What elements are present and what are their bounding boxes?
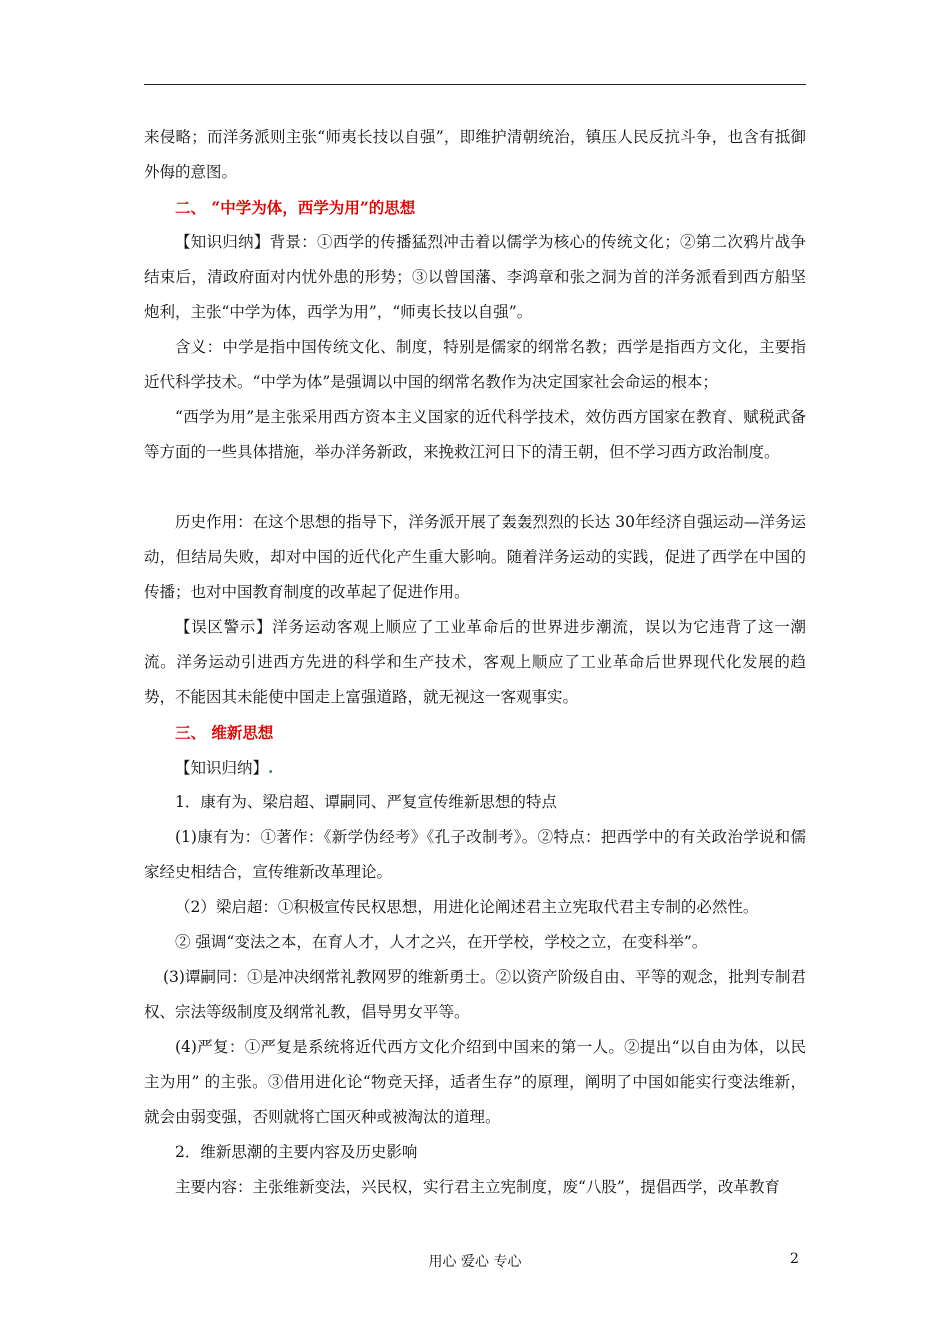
list-heading-1: 1．康有为、梁启超、谭嗣同、严复宣传维新思想的特点 bbox=[175, 793, 557, 811]
page-number: 2 bbox=[790, 1251, 799, 1267]
section-heading-2: 二、 “中学为体，西学为用”的思想 bbox=[175, 198, 416, 217]
footer-motto: 用心 爱心 专心 bbox=[428, 1254, 522, 1270]
paragraph-historical-role: 历史作用：在这个思想的指导下，洋务派开展了轰轰烈烈的长达 30年经济自强运动—洋务运动，但结局失败，却对中国的近代化产生重大影响。随着洋务运动的实践，促进了西学在中国的传播；也对中国教育制度的改革起了促进作用。 bbox=[144, 513, 806, 601]
paragraph-background: 【知识归纳】背景：①西学的传播猛烈冲击着以儒学为核心的传统文化；②第二次鸦片战争结束后，清政府面对内忧外患的形势；③以曾国藩、李鸿章和张之洞为首的洋务派看到西方船坚炮利，主张“中学为体，西学为用”，“师夷长技以自强”。 bbox=[144, 233, 806, 321]
section-heading-3: 三、 维新思想 bbox=[175, 723, 274, 742]
knowledge-summary-label bbox=[175, 750, 806, 786]
paragraph-meaning: 含义：中学是指中国传统文化、制度，特别是儒家的纲常名教；西学是指西方文化，主要指近代科学技术。“中学为体”是强调以中国的纲常名教作为决定国家社会命运的根本； bbox=[144, 338, 806, 391]
green-dot-mark: . bbox=[268, 758, 274, 777]
item-liang-qichao-2: ② 强调“变法之本，在育人才，人才之兴，在开学校，学校之立，在变科举”。 bbox=[175, 933, 708, 951]
item-kang-youwei: (1)康有为：①著作：《新学伪经考》《孔子改制考》。②特点：把西学中的有关政治学说和儒家经史相结合，宣传维新改革理论。 bbox=[144, 828, 806, 881]
paragraph-continuation: 来侵略；而洋务派则主张“师夷长技以自强”，即维护清朝统治，镇压人民反抗斗争，也含有抵御外侮的意图。 bbox=[144, 128, 806, 181]
item-yan-fu: (4)严复：①严复是系统将近代西方文化介绍到中国来的第一人。②提出“以自由为体，以民主为用” 的主张。③借用进化论“物竞天择，适者生存”的原理，阐明了中国如能实行变法维新，就会由弱变强，否则就将亡国灭种或被淘汰的道理。 bbox=[144, 1038, 806, 1126]
paragraph-misconception: 【误区警示】洋务运动客观上顺应了工业革命后的世界进步潮流，误以为它违背了这一潮流。洋务运动引进西方先进的科学和生产技术，客观上顺应了工业革命后世界现代化发展的趋势，不能因其未能使中国走上富强道路，就无视这一客观事实。 bbox=[144, 618, 806, 706]
knowledge-summary-text: 【知识归纳】 bbox=[175, 759, 269, 777]
paragraph-western-use: “西学为用”是主张采用西方资本主义国家的近代科学技术，效仿西方国家在教育、赋税武备等方面的一些具体措施，举办洋务新政，来挽救江河日下的清王朝，但不学习西方政治制度。 bbox=[144, 408, 806, 461]
paragraph-main-content: 主要内容：主张维新变法，兴民权，实行君主立宪制度，废“八股”，提倡西学，改革教育 bbox=[175, 1178, 780, 1196]
list-heading-2: 2．维新思潮的主要内容及历史影响 bbox=[175, 1143, 418, 1161]
header-rule bbox=[144, 84, 806, 85]
item-tan-sitong: (3)谭嗣同：①是冲决纲常礼教网罗的维新勇士。②以资产阶级自由、平等的观念，批判专制君权、宗法等级制度及纲常礼教，倡导男女平等。 bbox=[144, 968, 806, 1021]
item-liang-qichao: （2）梁启超：①积极宣传民权思想，用进化论阐述君主立宪取代君主专制的必然性。 bbox=[175, 898, 759, 916]
